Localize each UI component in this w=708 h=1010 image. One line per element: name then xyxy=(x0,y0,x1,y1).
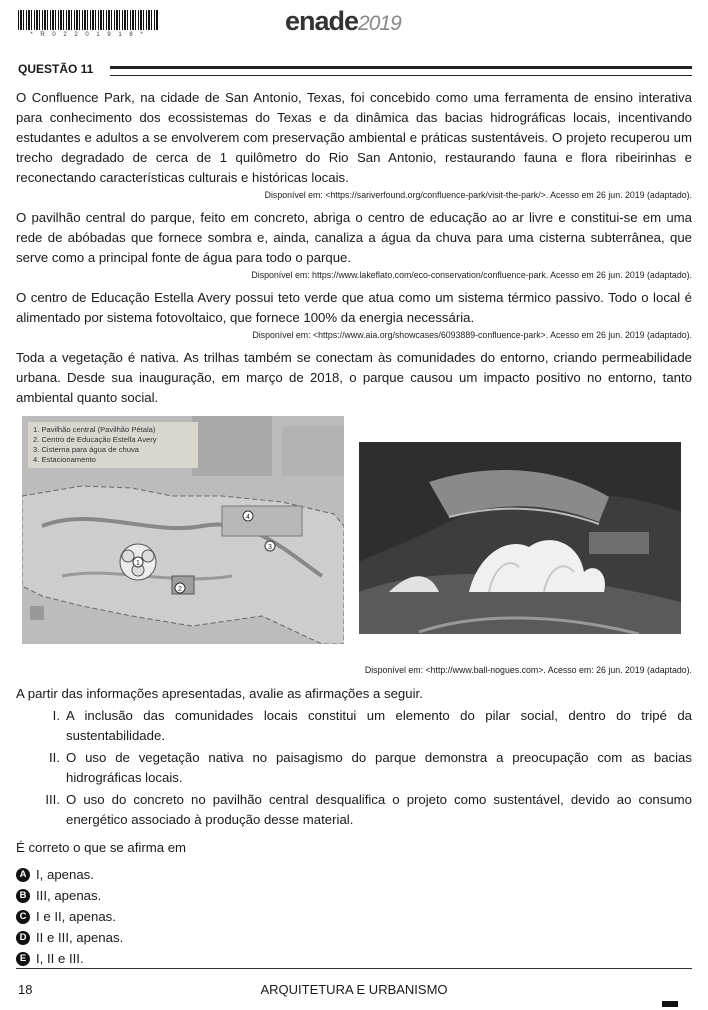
source-2: Disponível em: https://www.lakeflato.com/eco-conservation/confluence-park. Acesso em 26 jun. 2019 (adaptado). xyxy=(251,270,692,280)
option-letter-a-icon: A xyxy=(16,868,30,882)
title-rule xyxy=(110,66,692,76)
option-letter-b-icon: B xyxy=(16,889,30,903)
registration-mark xyxy=(662,1001,678,1007)
affirmation-text: A inclusão das comunidades locais constitui um elemento do pilar social, dentro do tripé da sustentabilidade. xyxy=(66,708,692,743)
affirmation-text: O uso de vegetação nativa no paisagismo do parque demonstra a preocupação com as bacias hidrográficas locais. xyxy=(66,750,692,785)
barcode-bars xyxy=(18,10,158,30)
source-1: Disponível em: <https://sariverfound.org/confluence-park/visit-the-park/>. Acesso em 26 jun. 2019 (adaptado). xyxy=(264,190,692,200)
affirmation-text: O uso do concreto no pavilhão central desqualifica o projeto como sustentável, devido ao consumo energético associado à produção desse material. xyxy=(66,792,692,827)
paragraph-4: Toda a vegetação é nativa. As trilhas também se conectam às comunidades do entorno, criando permeabilidade urbana. Desde sua inauguração, em março de 2018, o parque causou um impacto positivo no entorno, tanto ambiental quanto social. xyxy=(16,350,692,405)
option-text: II e III, apenas. xyxy=(36,929,124,945)
option-d[interactable] xyxy=(16,927,692,948)
question-body xyxy=(16,88,692,969)
barcode xyxy=(18,10,158,40)
affirmation-numeral: III. xyxy=(45,792,60,807)
map-number-2: 2 xyxy=(178,586,182,593)
option-letter-c-icon: C xyxy=(16,910,30,924)
logo-main: enade xyxy=(285,6,359,36)
option-text: III, apenas. xyxy=(36,887,102,903)
answer-prompt: É correto o que se afirma em xyxy=(16,840,187,855)
option-a[interactable] xyxy=(16,864,692,885)
option-letter-e-icon: E xyxy=(16,952,30,966)
legend-item-4: 4. Estacionamento xyxy=(33,455,96,464)
answer-options xyxy=(16,864,692,969)
legend-item-1: 1. Pavilhão central (Pavilhão Pétala) xyxy=(33,425,156,434)
option-e[interactable] xyxy=(16,948,692,969)
page-number: 18 xyxy=(18,982,33,997)
pavilion-photo xyxy=(359,442,681,634)
map-legend xyxy=(28,422,198,468)
option-c[interactable] xyxy=(16,906,692,927)
map-number-3: 3 xyxy=(268,544,272,551)
enade-logo xyxy=(285,6,401,37)
option-letter-d-icon: D xyxy=(16,931,30,945)
option-text: I, apenas. xyxy=(36,866,94,882)
footer-rule xyxy=(16,968,692,969)
affirmation-3 xyxy=(16,790,692,830)
footer-subject: ARQUITETURA E URBANISMO xyxy=(260,982,448,997)
option-text: I, II e III. xyxy=(36,950,84,966)
legend-item-3: 3. Cisterna para água de chuva xyxy=(33,445,139,454)
source-3: Disponível em: <https://www.aia.org/showcases/6093889-confluence-park>. Acesso em 26 jun. 2019 (adaptado). xyxy=(252,330,692,340)
map-number-1: 1 xyxy=(136,560,140,567)
affirmation-numeral: II. xyxy=(49,750,60,765)
affirmation-1 xyxy=(16,706,692,746)
paragraph-3: O centro de Educação Estella Avery possui teto verde que atua como um sistema térmico passivo. Todo o local é alimentado por sistema fotovoltaico, que fornece 100% da energia necessária. xyxy=(16,290,692,325)
logo-year: 2019 xyxy=(358,12,401,35)
figure-source: Disponível em: <http://www.ball-nogues.com>. Acesso em: 26 jun. 2019 (adaptado). xyxy=(364,665,692,675)
paragraph-2: O pavilhão central do parque, feito em concreto, abriga o centro de educação ao ar livre e constitui-se em uma rede de abóbadas que fornece sombra e, ainda, canaliza a água da chuva para uma cisterna subterrânea, que serve como a principal fonte de água para todo o parque. xyxy=(16,210,692,265)
affirmation-numeral: I. xyxy=(52,708,60,723)
pavilion-photo-drawing xyxy=(359,442,681,634)
barcode-number: * R 0 2 2 0 1 9 1 8 * xyxy=(30,32,146,38)
paragraph-1: O Confluence Park, na cidade de San Antonio, Texas, foi concebido como uma ferramenta de ensino interativa para conhecimento dos ecossistemas do Texas e da dinâmica das bacias hidrográficas locais, incentivando estudantes e adultos a se envolverem com preservação ambiental e práticas sustentáveis. O projeto recuperou um trecho degradado de cerca de 1 quilômetro do Rio San Antonio, restaurando fauna e flora ribeirinhas e reconectando características culturais e históricas locais. xyxy=(16,90,692,185)
option-b[interactable] xyxy=(16,885,692,906)
affirmation-2 xyxy=(16,748,692,788)
question-title: QUESTÃO 11 xyxy=(18,62,94,76)
map-number-4: 4 xyxy=(246,514,250,521)
affirmations-prompt: A partir das informações apresentadas, avalie as afirmações a seguir. xyxy=(16,686,423,701)
option-text: I e II, apenas. xyxy=(36,908,116,924)
legend-item-2: 2. Centro de Educação Estella Avery xyxy=(33,435,157,444)
site-plan-image xyxy=(22,416,344,644)
figures xyxy=(16,416,692,646)
